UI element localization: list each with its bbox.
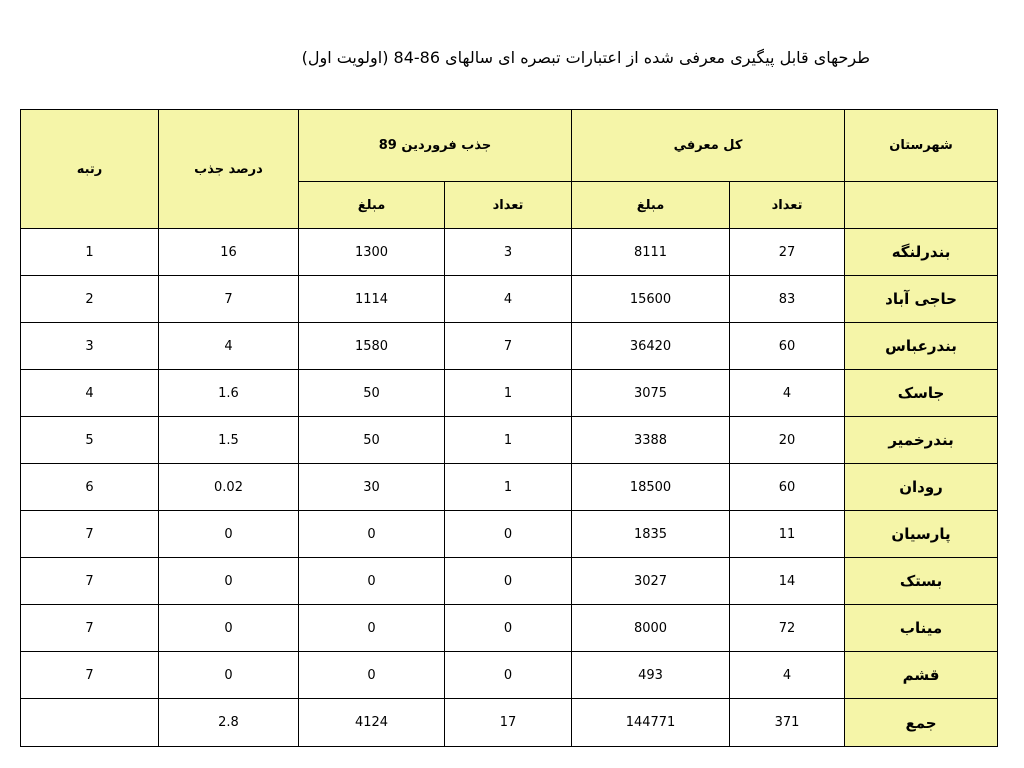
cell-city: میناب — [845, 605, 998, 652]
cell-intro-amount: 8000 — [572, 605, 730, 652]
cell-rank: 2 — [21, 276, 159, 323]
cell-attr-count: 0 — [445, 558, 572, 605]
cell-intro-count: 27 — [730, 229, 845, 276]
cell-intro-amount: 36420 — [572, 323, 730, 370]
cell-intro-count: 4 — [730, 652, 845, 699]
cell-rank — [21, 699, 159, 747]
header-attr-count: تعداد — [445, 182, 572, 229]
cell-intro-count: 60 — [730, 323, 845, 370]
table-row — [21, 417, 998, 464]
cell-percent: 0.02 — [159, 464, 299, 511]
cell-percent: 1.6 — [159, 370, 299, 417]
table-row — [21, 511, 998, 558]
cell-intro-amount: 3075 — [572, 370, 730, 417]
header-rank: رتبه — [21, 110, 159, 229]
cell-city: رودان — [845, 464, 998, 511]
cell-attr-count: 3 — [445, 229, 572, 276]
total-row — [21, 699, 998, 747]
cell-intro-amount: 3388 — [572, 417, 730, 464]
header-percent: درصد جذب — [159, 110, 299, 229]
cell-percent: 4 — [159, 323, 299, 370]
cell-rank: 7 — [21, 558, 159, 605]
cell-city: جمع — [845, 699, 998, 747]
cell-rank: 4 — [21, 370, 159, 417]
cell-intro-count: 60 — [730, 464, 845, 511]
cell-intro-amount: 18500 — [572, 464, 730, 511]
header-attr-amount: مبلغ — [299, 182, 445, 229]
cell-attr-amount: 1300 — [299, 229, 445, 276]
cell-attr-count: 4 — [445, 276, 572, 323]
cell-percent: 7 — [159, 276, 299, 323]
cell-intro-count: 371 — [730, 699, 845, 747]
cell-intro-amount: 15600 — [572, 276, 730, 323]
cell-city: جاسک — [845, 370, 998, 417]
cell-attr-amount: 0 — [299, 652, 445, 699]
cell-intro-count: 83 — [730, 276, 845, 323]
table-row — [21, 370, 998, 417]
cell-intro-amount: 3027 — [572, 558, 730, 605]
header-total-introduced: کل معرفي — [572, 110, 845, 182]
cell-attr-amount: 0 — [299, 511, 445, 558]
table-row — [21, 276, 998, 323]
cell-percent: 0 — [159, 558, 299, 605]
cell-city: بندرلنگه — [845, 229, 998, 276]
page-title: طرحهای قابل پیگیری معرفی شده از اعتبارات تبصره ای سالهای 86-84 (اولویت اول) — [301, 48, 870, 67]
cell-percent: 1.5 — [159, 417, 299, 464]
cell-attr-count: 0 — [445, 511, 572, 558]
cell-attr-amount: 50 — [299, 417, 445, 464]
cell-rank: 7 — [21, 605, 159, 652]
cell-attr-count: 1 — [445, 464, 572, 511]
data-table — [20, 109, 998, 747]
cell-city: پارسیان — [845, 511, 998, 558]
table-row — [21, 323, 998, 370]
cell-percent: 0 — [159, 605, 299, 652]
header-intro-count: تعداد — [730, 182, 845, 229]
cell-attr-count: 17 — [445, 699, 572, 747]
cell-city: بندرعباس — [845, 323, 998, 370]
header-attracted: جذب فروردین 89 — [299, 110, 572, 182]
table-row — [21, 229, 998, 276]
header-intro-amount: مبلغ — [572, 182, 730, 229]
table-row — [21, 558, 998, 605]
cell-attr-amount: 1114 — [299, 276, 445, 323]
cell-attr-amount: 4124 — [299, 699, 445, 747]
cell-intro-count: 4 — [730, 370, 845, 417]
header-city-sub — [845, 182, 998, 229]
cell-attr-amount: 0 — [299, 605, 445, 652]
table-row — [21, 605, 998, 652]
cell-attr-amount: 30 — [299, 464, 445, 511]
cell-rank: 6 — [21, 464, 159, 511]
cell-attr-count: 0 — [445, 605, 572, 652]
cell-percent: 16 — [159, 229, 299, 276]
cell-intro-count: 20 — [730, 417, 845, 464]
header-city: شهرستان — [845, 110, 998, 182]
cell-rank: 1 — [21, 229, 159, 276]
cell-attr-amount: 50 — [299, 370, 445, 417]
cell-intro-amount: 8111 — [572, 229, 730, 276]
cell-rank: 3 — [21, 323, 159, 370]
cell-intro-amount: 144771 — [572, 699, 730, 747]
cell-intro-count: 72 — [730, 605, 845, 652]
cell-percent: 2.8 — [159, 699, 299, 747]
table-row — [21, 464, 998, 511]
cell-city: بندرخمیر — [845, 417, 998, 464]
table-body — [21, 229, 998, 747]
cell-intro-count: 14 — [730, 558, 845, 605]
cell-attr-count: 7 — [445, 323, 572, 370]
cell-city: بستک — [845, 558, 998, 605]
table-row — [21, 652, 998, 699]
cell-attr-count: 1 — [445, 370, 572, 417]
cell-city: حاجی آباد — [845, 276, 998, 323]
cell-city: قشم — [845, 652, 998, 699]
cell-rank: 7 — [21, 652, 159, 699]
cell-intro-amount: 1835 — [572, 511, 730, 558]
cell-attr-count: 0 — [445, 652, 572, 699]
cell-intro-count: 11 — [730, 511, 845, 558]
cell-attr-count: 1 — [445, 417, 572, 464]
cell-rank: 7 — [21, 511, 159, 558]
cell-attr-amount: 1580 — [299, 323, 445, 370]
cell-attr-amount: 0 — [299, 558, 445, 605]
cell-percent: 0 — [159, 511, 299, 558]
cell-intro-amount: 493 — [572, 652, 730, 699]
cell-rank: 5 — [21, 417, 159, 464]
cell-percent: 0 — [159, 652, 299, 699]
